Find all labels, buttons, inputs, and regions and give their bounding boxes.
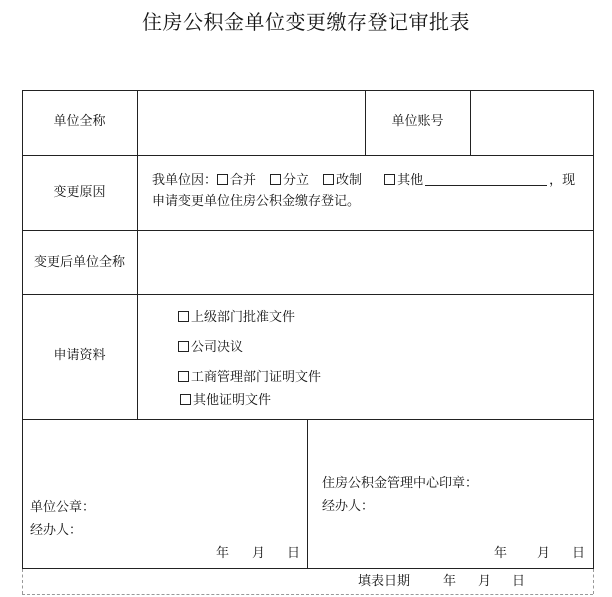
- new-unit-name-field[interactable]: [138, 231, 593, 294]
- left-date-day: 日: [287, 546, 301, 561]
- option-other: 其他: [397, 173, 424, 188]
- unit-name-label: 单位全称: [53, 114, 106, 129]
- material-text: 上级部门批准文件: [191, 310, 296, 325]
- fill-date-label: 填表日期: [358, 574, 411, 589]
- reason-prefix: 我单位因：: [152, 173, 218, 188]
- footer-dashed-line: [22, 569, 23, 594]
- material-item: [180, 393, 271, 409]
- unit-account-field[interactable]: [471, 91, 593, 155]
- center-seal-label: 住房公积金管理中心印章：: [322, 476, 479, 491]
- left-date-year: 年: [216, 546, 230, 561]
- material-text: 公司决议: [191, 340, 244, 355]
- checkbox-material[interactable]: [180, 394, 191, 405]
- checkbox-merge[interactable]: [217, 174, 228, 185]
- footer-day: 日: [512, 574, 526, 589]
- right-date-day: 日: [572, 546, 586, 561]
- footer-month: 月: [478, 574, 492, 589]
- material-text: 其他证明文件: [193, 393, 272, 408]
- other-reason-blank[interactable]: [425, 173, 547, 186]
- table-border-bottom: [22, 568, 594, 569]
- right-date-year: 年: [494, 546, 508, 561]
- signature-divider: [307, 419, 308, 569]
- reason-label: 变更原因: [53, 185, 106, 200]
- option-merge: 合并: [230, 173, 257, 188]
- row-divider: [22, 294, 594, 295]
- reason-line-1: [152, 173, 575, 189]
- form-title: 住房公积金单位变更缴存登记审批表: [142, 10, 470, 34]
- row-divider: [22, 419, 594, 420]
- material-text: 工商管理部门证明文件: [191, 370, 322, 385]
- checkbox-split[interactable]: [270, 174, 281, 185]
- unit-seal-label: 单位公章：: [30, 500, 96, 515]
- right-date-month: 月: [537, 546, 551, 561]
- footer-year: 年: [443, 574, 457, 589]
- footer-dashed-line: [593, 569, 594, 594]
- unit-name-field[interactable]: [138, 91, 364, 155]
- checkbox-restructure[interactable]: [323, 174, 334, 185]
- option-restructure: 改制: [336, 173, 363, 188]
- unit-handler-label: 经办人：: [30, 523, 83, 538]
- option-split: 分立: [283, 173, 310, 188]
- material-item: [178, 340, 243, 356]
- material-item: [178, 310, 295, 326]
- reason-suffix: ，现: [549, 173, 576, 188]
- table-border-left: [22, 90, 23, 569]
- materials-label: 申请资料: [53, 348, 106, 363]
- reason-line-2: 申请变更单位住房公积金缴存登记。: [152, 194, 361, 209]
- table-border-right: [593, 90, 594, 569]
- footer-dashed-line: [22, 594, 593, 595]
- checkbox-material[interactable]: [178, 311, 189, 322]
- center-handler-label: 经办人：: [322, 499, 375, 514]
- new-unit-name-label: 变更后单位全称: [33, 255, 125, 270]
- material-item: [178, 370, 321, 386]
- checkbox-other[interactable]: [384, 174, 395, 185]
- checkbox-material[interactable]: [178, 371, 189, 382]
- left-date-month: 月: [252, 546, 266, 561]
- checkbox-material[interactable]: [178, 341, 189, 352]
- unit-account-label: 单位账号: [391, 114, 444, 129]
- row-divider: [22, 155, 594, 156]
